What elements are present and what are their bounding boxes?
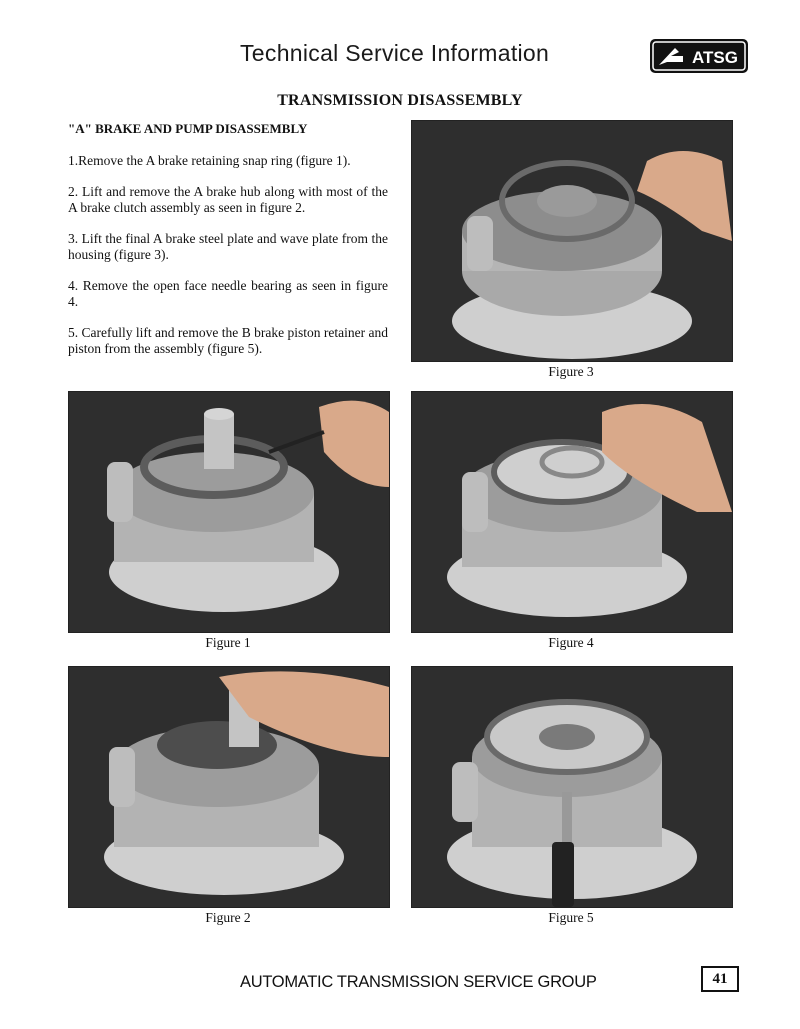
step-3: 3. Lift the final A brake steel plate and wave plate from the housing (figure 3).: [68, 231, 388, 262]
step-4: 4. Remove the open face needle bearing as seen in figure 4.: [68, 278, 388, 309]
figure-4-caption: Figure 4: [548, 635, 594, 650]
page-number: 41: [701, 966, 739, 992]
figure-5-photo: [411, 666, 733, 908]
figure-1-caption: Figure 1: [205, 635, 251, 650]
figure-3-caption: Figure 3: [548, 364, 594, 379]
subsection-title: "A" BRAKE AND PUMP DISASSEMBLY: [68, 121, 308, 136]
figure-4-photo: [411, 391, 733, 633]
figure-3-photo: [411, 120, 733, 362]
figure-5-caption: Figure 5: [548, 910, 594, 925]
figure-2-caption: Figure 2: [205, 910, 251, 925]
logo-text: ATSG: [692, 48, 738, 67]
procedure-steps: [68, 153, 388, 372]
page-header-title: Technical Service Information: [240, 40, 550, 66]
step-5: 5. Carefully lift and remove the B brake piston retainer and piston from the assembly (figure 5).: [68, 325, 388, 356]
atsg-logo: [649, 38, 749, 74]
section-title: TRANSMISSION DISASSEMBLY: [277, 92, 523, 109]
step-1: 1.Remove the A brake retaining snap ring (figure 1).: [68, 153, 351, 168]
footer-text: AUTOMATIC TRANSMISSION SERVICE GROUP: [240, 973, 597, 991]
figure-1-photo: [68, 391, 390, 633]
figure-2-photo: [68, 666, 390, 908]
step-2: 2. Lift and remove the A brake hub along with most of the A brake clutch assembly as seen in figure 2.: [68, 184, 388, 215]
